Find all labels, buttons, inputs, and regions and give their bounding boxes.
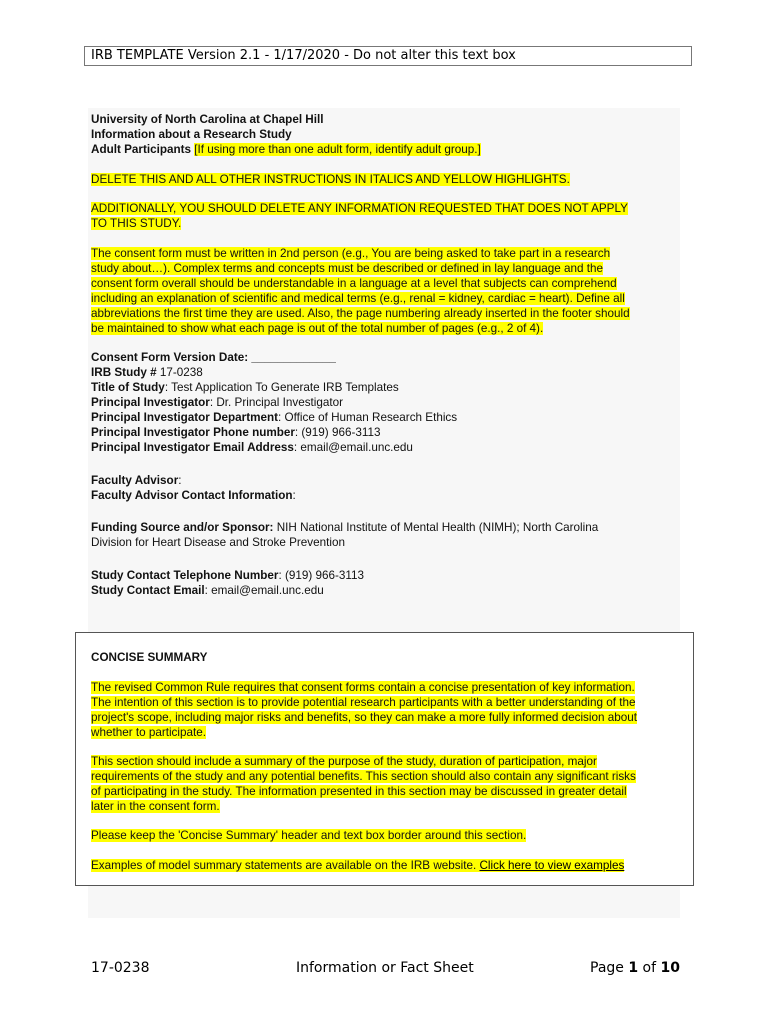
study-email-line <box>91 583 681 598</box>
additionally-instruction <box>91 201 681 231</box>
irb-study-line <box>91 365 681 380</box>
irb-value: 17-0238 <box>156 366 203 379</box>
summary-p3-text: Please keep the 'Concise Summary' header and text box border around this section. <box>91 829 527 842</box>
advisor-contact-value: : <box>292 489 296 502</box>
page-prefix: Page <box>590 960 629 976</box>
view-examples-link[interactable]: Click here to view examples <box>479 859 625 872</box>
title-value: : Test Application To Generate IRB Templates <box>164 381 399 394</box>
document-title: Information about a Research Study <box>91 128 292 141</box>
pi-dept-line <box>91 410 681 425</box>
template-version-textbox: IRB TEMPLATE Version 2.1 - 1/17/2020 - Do not alter this text box <box>84 46 692 66</box>
participants-line <box>91 142 681 157</box>
page-total: 10 <box>660 960 680 976</box>
consent-line-4: including an explanation of scientific and medical terms (e.g., renal = kidney, cardiac = heart). Define all <box>91 292 625 305</box>
summary-p2-line-2: requirements of the study and any potential benefits. This section should also contain any significant risks <box>91 770 636 783</box>
advisor-label: Faculty Advisor <box>91 474 179 487</box>
consent-instruction <box>91 246 681 336</box>
pi-line <box>91 395 681 410</box>
advisor-line <box>91 473 681 488</box>
additionally-line-1: ADDITIONALLY, YOU SHOULD DELETE ANY INFORMATION REQUESTED THAT DOES NOT APPLY <box>91 202 628 215</box>
page-of: of <box>638 960 661 976</box>
consent-line-6: be maintained to show what each page is out of the total number of pages (e.g., 2 of 4). <box>91 322 544 335</box>
delete-instruction <box>91 172 681 187</box>
summary-p2-line-3: of participating in the study. The information presented in this section may be discussed in greater detail <box>91 785 627 798</box>
summary-paragraph-2 <box>91 754 681 814</box>
pi-value: : Dr. Principal Investigator <box>209 396 344 409</box>
consent-line-5: abbreviations the first time they are used. Also, the page numbering already inserted in the footer should <box>91 307 630 320</box>
footer-doc-type: Information or Fact Sheet <box>296 960 474 976</box>
summary-p1-line-3: project's scope, including major risks and benefits, so they can make a more fully informed decision about <box>91 711 637 724</box>
footer-study-number: 17-0238 <box>91 960 150 976</box>
consent-line-3: consent form overall should be understandable in a language at a level that subjects can comprehend <box>91 277 617 290</box>
funding-value-1: NIH National Institute of Mental Health (NIMH); North Carolina <box>273 521 599 534</box>
pi-dept-label: Principal Investigator Department <box>91 411 279 424</box>
funding-label: Funding Source and/or Sponsor: <box>91 521 274 534</box>
summary-p4-text: Examples of model summary statements are available on the IRB website. <box>91 859 480 872</box>
pi-phone-line <box>91 425 681 440</box>
study-phone-line <box>91 568 681 583</box>
pi-dept-value: : Office of Human Research Ethics <box>278 411 458 424</box>
participants-note: [If using more than one adult form, identify adult group.] <box>194 143 481 156</box>
irb-label: IRB Study # <box>91 366 157 379</box>
footer-page-number <box>590 960 680 976</box>
pi-phone-value: : (919) 966-3113 <box>294 426 381 439</box>
concise-summary-box <box>75 632 694 886</box>
additionally-line-2: TO THIS STUDY. <box>91 217 182 230</box>
funding-block <box>91 520 681 550</box>
study-email-value: : email@email.unc.edu <box>204 584 324 597</box>
study-phone-value: : (919) 966-3113 <box>278 569 365 582</box>
concise-summary-heading: CONCISE SUMMARY <box>91 651 208 664</box>
funding-value-2: Division for Heart Disease and Stroke Prevention <box>91 536 345 549</box>
study-info-block <box>91 350 681 455</box>
pi-email-line <box>91 440 681 455</box>
study-email-label: Study Contact Email <box>91 584 205 597</box>
summary-p1-line-4: whether to participate. <box>91 726 206 739</box>
consent-line-2: study about…). Complex terms and concepts must be described or defined in lay language and the <box>91 262 603 275</box>
title-line <box>91 380 681 395</box>
summary-p2-line-4: later in the consent form. <box>91 800 220 813</box>
faculty-advisor-block <box>91 473 681 503</box>
summary-paragraph-3 <box>91 828 681 843</box>
pi-email-value: : email@email.unc.edu <box>293 441 413 454</box>
title-label: Title of Study <box>91 381 165 394</box>
pi-email-label: Principal Investigator Email Address <box>91 441 294 454</box>
delete-instruction-text: DELETE THIS AND ALL OTHER INSTRUCTIONS IN ITALICS AND YELLOW HIGHLIGHTS. <box>91 173 570 186</box>
version-date: Consent Form Version Date: _____________ <box>91 351 336 364</box>
summary-p2-line-1: This section should include a summary of the purpose of the study, duration of participation, major <box>91 755 597 768</box>
intro-block <box>91 112 681 157</box>
advisor-contact-label: Faculty Advisor Contact Information <box>91 489 293 502</box>
advisor-contact-line <box>91 488 681 503</box>
summary-paragraph-1 <box>91 680 681 740</box>
participants-label: Adult Participants <box>91 143 192 156</box>
summary-paragraph-4 <box>91 858 681 873</box>
consent-line-1: The consent form must be written in 2nd person (e.g., You are being asked to take part in a research <box>91 247 611 260</box>
summary-p4-highlight <box>91 859 624 872</box>
study-phone-label: Study Contact Telephone Number <box>91 569 279 582</box>
page-current: 1 <box>628 960 639 976</box>
pi-phone-label: Principal Investigator Phone number <box>91 426 295 439</box>
funding-line-1 <box>91 520 681 535</box>
study-contact-block <box>91 568 681 598</box>
advisor-value: : <box>178 474 182 487</box>
summary-p1-line-2: The intention of this section is to provide potential research participants with a better understanding of the <box>91 696 636 709</box>
pi-label: Principal Investigator <box>91 396 210 409</box>
summary-p1-line-1: The revised Common Rule requires that consent forms contain a concise presentation of key information. <box>91 681 635 694</box>
institution-name: University of North Carolina at Chapel Hill <box>91 113 324 126</box>
